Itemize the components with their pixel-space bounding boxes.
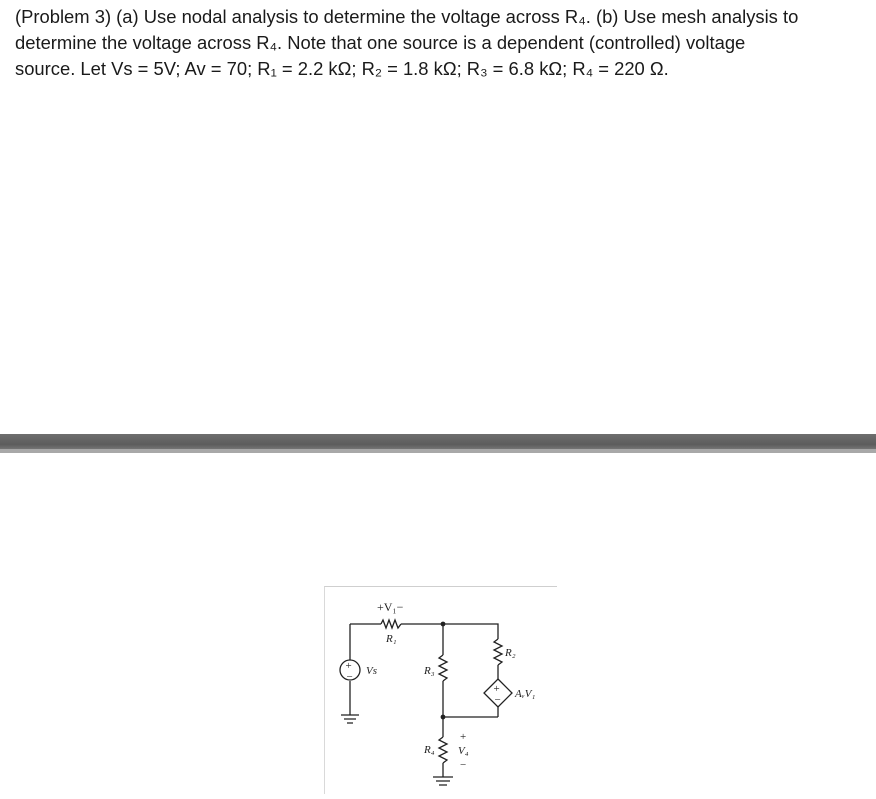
r4-label: R₄ (424, 744, 435, 756)
dep-source-label: AᵥV₁ (515, 688, 536, 700)
v4-minus: − (460, 759, 467, 771)
v1-label: +V₁− (377, 600, 404, 614)
circuit-wires (341, 620, 502, 785)
r1-label: R₁ (386, 633, 397, 645)
vs-plus: + (345, 660, 352, 672)
node-a (441, 622, 446, 627)
v4-label: V₄ (458, 745, 469, 757)
resistor-r3 (439, 655, 447, 681)
dep-minus: − (494, 694, 501, 706)
circuit-figure (324, 586, 557, 794)
problem-line-1: (Problem 3) (a) Use nodal analysis to determine the voltage across R₄. (b) Use mesh analysis to (15, 6, 799, 27)
resistor-r2 (494, 639, 502, 665)
resistor-r4 (439, 737, 447, 763)
divider-bar (0, 434, 876, 453)
circuit-diagram (325, 587, 557, 794)
node-b (441, 715, 446, 720)
vs-label: Vs (366, 665, 377, 677)
problem-statement (15, 4, 865, 82)
vs-minus: − (346, 671, 353, 683)
problem-line-3: source. Let Vs = 5V; Av = 70; R₁ = 2.2 kΩ; R₂ = 1.8 kΩ; R₃ = 6.8 kΩ; R₄ = 220 Ω. (15, 58, 669, 79)
v4-plus: + (460, 731, 467, 743)
r3-label: R₃ (424, 665, 435, 677)
r2-label: R₂ (505, 647, 516, 659)
resistor-r1 (381, 620, 401, 628)
dep-plus: + (493, 683, 500, 695)
problem-line-2: determine the voltage across R₄. Note that one source is a dependent (controlled) voltage (15, 32, 746, 53)
